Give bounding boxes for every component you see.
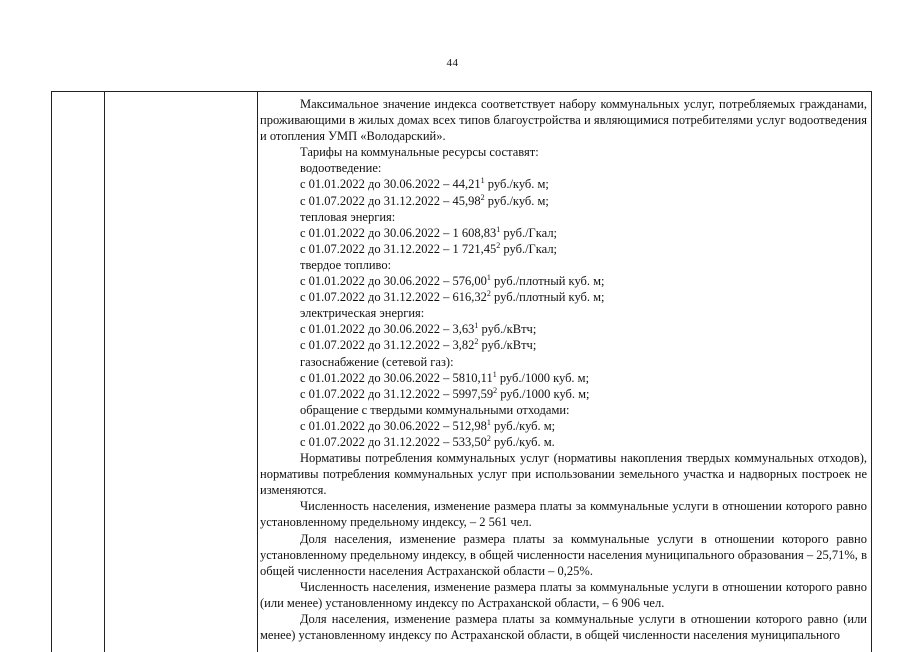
paragraph-max-index: Максимальное значение индекса соответствует набору коммунальных услуг, потребляемых гражданами, проживающими в жилых домах всех типов благоустройства и являющимися потребителями услуг водоотведения и отопления УМП «Володарский». [260, 97, 867, 144]
table-cell-text [260, 96, 867, 643]
paragraph-share-limit: Доля населения, изменение размера платы за коммунальные услуги в отношении которого равно установленному предельному индексу, в общей численности населения муниципального образования – 25,71%, в общей численности населения Астраханской области – 0,25%. [260, 531, 867, 578]
tariff-line: с 01.01.2022 до 30.06.2022 – 1 608,83$^1$ руб./Гкал; [300, 224, 558, 240]
tariff-line: с 01.01.2022 до 30.06.2022 – 5810,11$^1$ руб./1000 куб. м; [300, 369, 590, 385]
tariff-line: с 01.01.2022 до 30.06.2022 – 44,21$^1$ руб./куб. м; [300, 176, 549, 192]
paragraph-population-region: Численность населения, изменение размера платы за коммунальные услуги в отношении которого равно (или менее) установленному индексу по Астраханской области, – 6 906 чел. [260, 579, 867, 610]
tariff-line: с 01.07.2022 до 31.12.2022 – 45,98$^2$ руб./куб. м; [300, 192, 549, 208]
tariff-group-title: твердое топливо: [300, 257, 392, 272]
tariff-group-title: обращение с твердыми коммунальными отходами: [300, 402, 570, 417]
paragraph-population-limit: Численность населения, изменение размера платы за коммунальные услуги в отношении которого равно установленному предельному индексу, – 2 561 чел. [260, 499, 867, 530]
paragraph-norms: Нормативы потребления коммунальных услуг (нормативы накопления твердых коммунальных отходов), нормативы потребления коммунальных услуг при использовании земельного участка и надворных построек не изменяются. [260, 451, 867, 498]
tariff-group-title: водоотведение: [300, 161, 382, 176]
tariff-line: с 01.07.2022 до 31.12.2022 – 533,50$^2$ руб./куб. м. [300, 433, 555, 449]
tariff-group-title: тепловая энергия: [300, 209, 396, 224]
column-divider [104, 92, 105, 652]
tariff-line: с 01.01.2022 до 30.06.2022 – 3,63$^1$ руб./кВтч; [300, 321, 537, 337]
tariff-line: с 01.07.2022 до 31.12.2022 – 3,82$^2$ руб./кВтч; [300, 337, 537, 353]
column-divider [257, 92, 258, 652]
document-table [51, 91, 872, 652]
paragraph-share-region: Доля населения, изменение размера платы за коммунальные услуги в отношении которого равно (или менее) установленному индексу по Астраханской области, в общей численности населения муниципального [260, 612, 867, 643]
tariff-line: с 01.01.2022 до 30.06.2022 – 576,00$^1$ руб./плотный куб. м; [300, 272, 605, 289]
tariff-line: с 01.07.2022 до 31.12.2022 – 616,32$^2$ руб./плотный куб. м; [300, 288, 605, 305]
tariff-line: с 01.07.2022 до 31.12.2022 – 1 721,45$^2$ руб./Гкал; [300, 240, 558, 256]
page-number: 44 [446, 57, 459, 69]
tariff-group-title: газоснабжение (сетевой газ): [300, 354, 454, 369]
tariff-line: с 01.07.2022 до 31.12.2022 – 5997,59$^2$ руб./1000 куб. м; [300, 385, 590, 401]
tariff-line: с 01.01.2022 до 30.06.2022 – 512,98$^1$ руб./куб. м; [300, 417, 556, 433]
tariff-group-title: электрическая энергия: [300, 306, 425, 321]
tariffs-intro: Тарифы на коммунальные ресурсы составят: [300, 145, 539, 160]
